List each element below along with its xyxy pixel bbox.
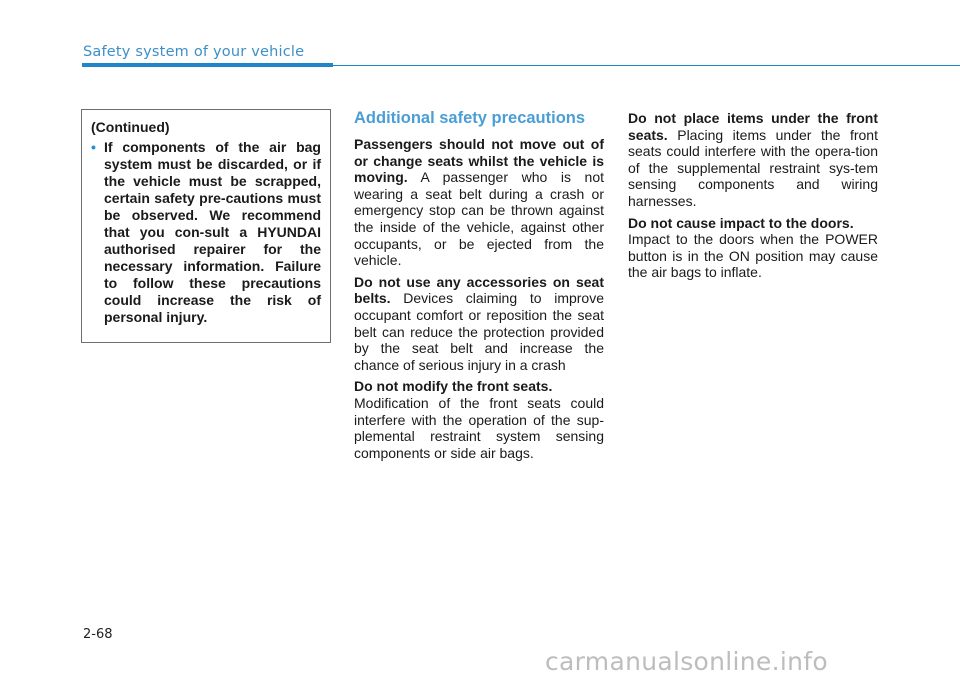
paragraph-body: Devices claiming to improve occupant comfort or reposition the seat belt can reduce the protection provided by the seat belt and increase the chance of serious injury in a crash <box>354 290 604 373</box>
paragraph-body: Placing items under the front seats could interfere with the opera-tion of the supplemental restraint sys-tem sensing components and wiring harnesses. <box>628 126 878 209</box>
column-middle <box>354 108 604 466</box>
continued-label: (Continued) <box>91 119 170 135</box>
column-right <box>628 110 878 286</box>
paragraph-lead: Do not modify the front seats. <box>354 378 553 395</box>
paragraph <box>628 110 878 210</box>
warning-bullet-text: If components of the air bag system must be discarded, or if the vehicle must be scrapped, certain safety pre-cautions must be observed. We recommend that you con-sult a HYUNDAI authorised repairer for the necessary information. Failure to follow these precautions could increase the risk of personal injury. <box>104 139 321 325</box>
paragraph-lead: Do not place items under the front seats. <box>628 110 878 143</box>
header-rule-thin <box>333 65 960 67</box>
paragraph <box>354 378 604 461</box>
warning-bullet <box>91 139 321 326</box>
section-heading: Additional safety precautions <box>354 109 586 127</box>
paragraph-body: A passenger who is not wearing a seat belt during a crash or emergency stop can be thrown against the inside of the vehicle, against other occupants, or be ejected from the vehicle. <box>354 169 604 269</box>
header-rule-thick <box>82 63 333 67</box>
paragraph-lead: Do not cause impact to the doors. <box>628 214 854 231</box>
page-number: 2-68 <box>83 627 113 642</box>
paragraph <box>354 136 604 269</box>
paragraph <box>354 274 604 374</box>
warning-box <box>81 109 331 343</box>
bullet-icon: • <box>91 139 96 155</box>
paragraph-lead: Do not use any accessories on seat belts. <box>354 273 604 307</box>
paragraph-body: Modification of the front seats could interfere with the operation of the sup-plemental restraint system sensing components or side air bags. <box>354 394 604 461</box>
paragraph-lead: Passengers should not move out of or change seats whilst the vehicle is moving. <box>354 136 604 186</box>
watermark: carmanualsonline.info <box>545 647 828 676</box>
paragraph-body: Impact to the doors when the POWER button is in the ON position may cause the air bags to inflate. <box>628 231 878 281</box>
paragraph <box>628 215 878 281</box>
section-title: Safety system of your vehicle <box>83 44 305 60</box>
